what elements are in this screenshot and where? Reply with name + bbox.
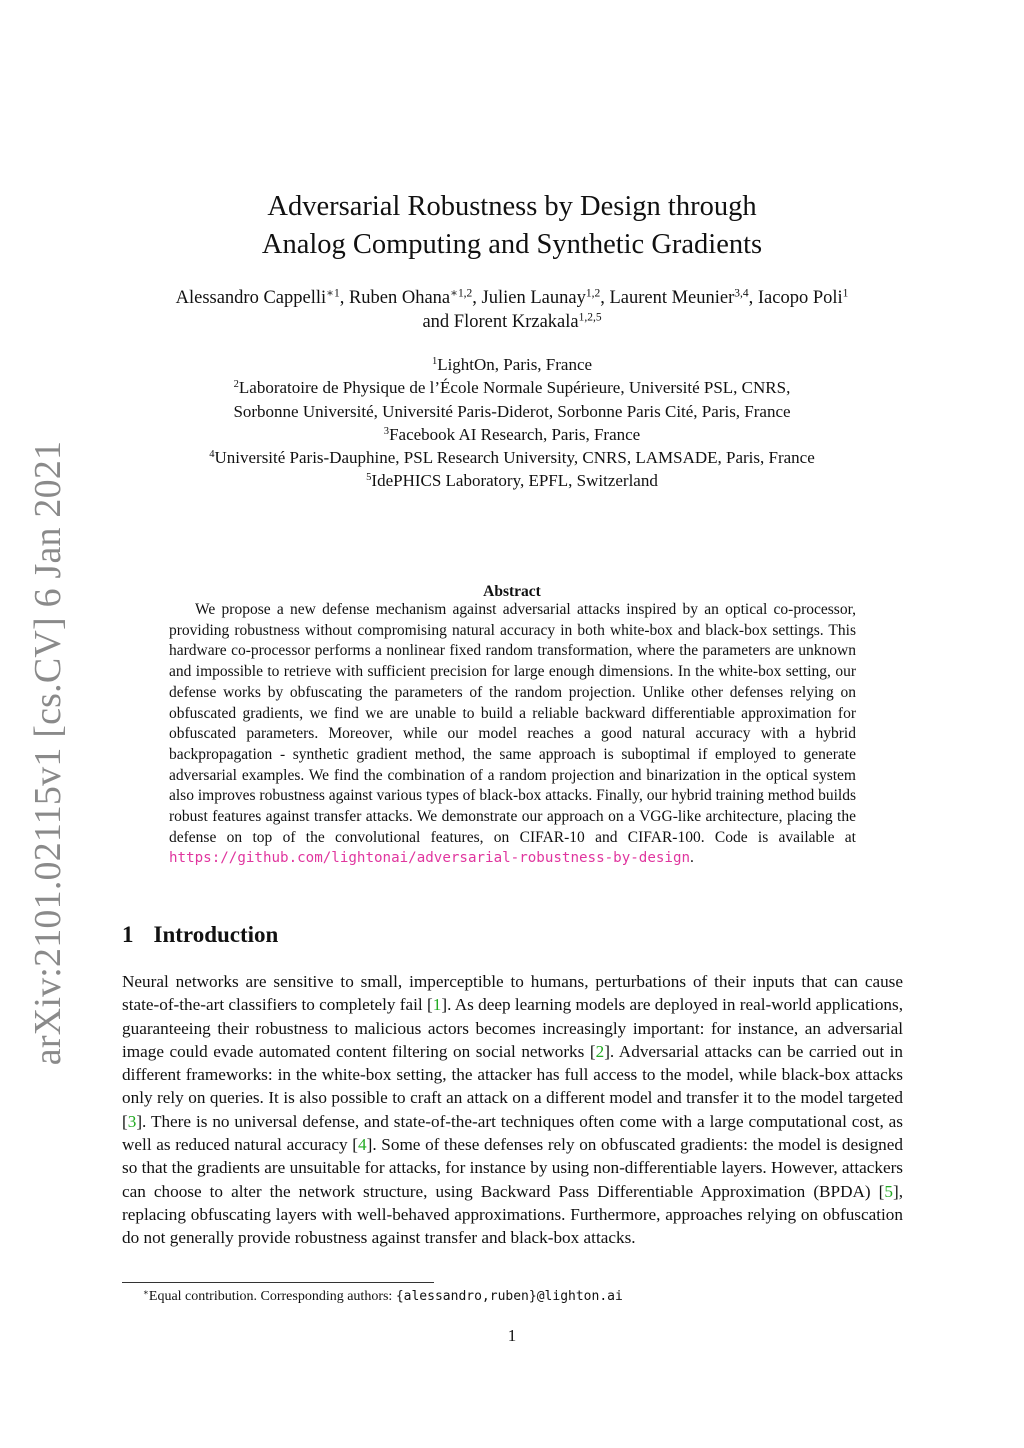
title-line-1: Adversarial Robustness by Design through	[267, 191, 757, 222]
citation-link[interactable]: 5	[884, 1181, 893, 1201]
abstract-text: We propose a new defense mechanism against adversarial attacks inspired by an optical co-processor, providing robustness without compromising natural accuracy in both white-box and black-box settings. This hardware co-processor performs a nonlinear fixed random transformation, where the parameters are unknown and impossible to retrieve with sufficient precision for large enough dimensions. In the white-box setting, our defense works by obfuscating the parameters of the random projection. Unlike other defenses relying on obfuscated gradients, we find we are unable to build a reliable backward differentiable approximation for obfuscated parameters. Moreover, while our model reaches a good natural accuracy with a hybrid backpropagation - synthetic gradient method, the same approach is suboptimal if employed to generate adversarial examples. We find the combination of a random projection and binarization in the optical system also improves robustness against various types of black-box attacks. Finally, our hybrid training method builds robust features against transfer attacks. We demonstrate our approach on a VGG-like architecture, placing the defense on top of the convolutional features, on CIFAR-10 and CIFAR-100. Code is available at	[169, 601, 856, 846]
citation-link[interactable]: 1	[432, 995, 442, 1015]
author: Alessandro Cappelli$^{∗1}$,	[175, 287, 349, 308]
citation-link[interactable]: 4	[358, 1135, 367, 1155]
abstract-body: We propose a new defense mechanism against adversarial attacks inspired by an optical co-processor, providing robustness without compromising natural accuracy in both white-box and black-box settings. This hardware co-processor performs a nonlinear fixed random transformation, where the parameters are unknown and impossible to retrieve with sufficient precision for large enough dimensions. In the white-box setting, our defense works by obfuscating the parameters of the random projection. Unlike other defenses relying on obfuscated gradients, we find we are unable to build a reliable backward differentiable approximation for obfuscated parameters. Moreover, while our model reaches a good natural accuracy with a hybrid backpropagation - synthetic gradient method, the same approach is suboptimal if employed to generate adversarial examples. We find the combination of a random projection and binarization in the optical system also improves robustness against various types of black-box attacks. Finally, our hybrid training method builds robust features against transfer attacks. We demonstrate our approach on a VGG-like architecture, placing the defense on top of the convolutional features, on CIFAR-10 and CIFAR-100. Code is available at https://github.com/lightonai/adversarial-robustness-by-design.	[169, 601, 856, 867]
paper-title	[0, 188, 1024, 264]
code-repository-link[interactable]: https://github.com/lightonai/adversarial-robustness-by-design	[169, 850, 691, 867]
author: Julien Launay$^{1,2}$,	[481, 287, 610, 308]
arxiv-identifier-stamp: arXiv:2101.02115v1 [cs.CV] 6 Jan 2021	[27, 440, 69, 1066]
footnote-mark: ∗	[143, 1287, 149, 1298]
citation-link[interactable]: 3	[127, 1111, 137, 1131]
affiliation: Sorbonne Université, Université Paris-Diderot, Sorbonne Paris Cité, Paris, France	[233, 401, 791, 421]
footnote: ∗Equal contribution. Corresponding authors: {alessandro,ruben}@lighton.ai	[143, 1287, 623, 1304]
affiliation: $^3$Facebook AI Research, Paris, France	[383, 424, 641, 444]
section-title: Introduction	[153, 922, 279, 947]
footnote-divider	[122, 1282, 434, 1283]
section-number: 1	[122, 922, 134, 947]
author: Laurent Meunier$^{3,4}$,	[609, 287, 758, 308]
affiliation-list	[110, 353, 914, 493]
section-heading-introduction	[122, 922, 278, 948]
author: Iacopo Poli$^1$	[757, 287, 849, 308]
title-line-2: Analog Computing and Synthetic Gradients	[261, 229, 763, 260]
page-number: 1	[507, 1326, 517, 1345]
author-line-2	[110, 310, 914, 334]
author-list	[110, 286, 914, 334]
abstract-heading: Abstract	[483, 583, 541, 600]
affiliation: $^2$Laboratoire de Physique de l’École Normale Supérieure, Université PSL, CNRS,	[233, 378, 791, 398]
author: and Florent Krzakala$^{1,2,5}$	[422, 311, 602, 332]
author-line-1	[110, 286, 914, 310]
contact-email: {alessandro,ruben}@lighton.ai	[395, 1289, 623, 1304]
author: Ruben Ohana$^{∗1,2}$,	[348, 287, 482, 308]
affiliation: $^5$IdePHICS Laboratory, EPFL, Switzerland	[366, 471, 658, 491]
introduction-paragraph: Neural networks are sensitive to small, imperceptible to humans, perturbations of their inputs that can cause state-of-the-art classifiers to completely fail [1]. As deep learning models are deployed in real-world applications, guaranteeing their robustness to malicious actors becomes increasingly important: for instance, an adversarial image could evade automated content filtering on social networks [2]. Adversarial attacks can be carried out in different frameworks: in the white-box setting, the attacker has full access to the model, while black-box attacks only rely on queries. It is also possible to craft an attack on a different model and transfer it to the model targeted [3]. There is no universal defense, and state-of-the-art techniques often come with a large computational cost, as well as reduced natural accuracy [4]. Some of these defenses rely on obfuscated gradients: the model is designed so that the gradients are unsuitable for attacks, for instance by using non-differentiable layers. However, attackers can choose to alter the network structure, using Backward Pass Differentiable Approximation (BPDA) [5], replacing obfuscating layers with well-behaved approximations. Furthermore, approaches relying on obfuscation do not generally provide robustness against transfer and black-box attacks.	[122, 972, 903, 1248]
affiliation: $^1$LightOn, Paris, France	[431, 355, 593, 374]
citation-link[interactable]: 2	[595, 1041, 605, 1061]
affiliation: $^4$Université Paris-Dauphine, PSL Research University, CNRS, LAMSADE, Paris, France	[209, 448, 815, 468]
